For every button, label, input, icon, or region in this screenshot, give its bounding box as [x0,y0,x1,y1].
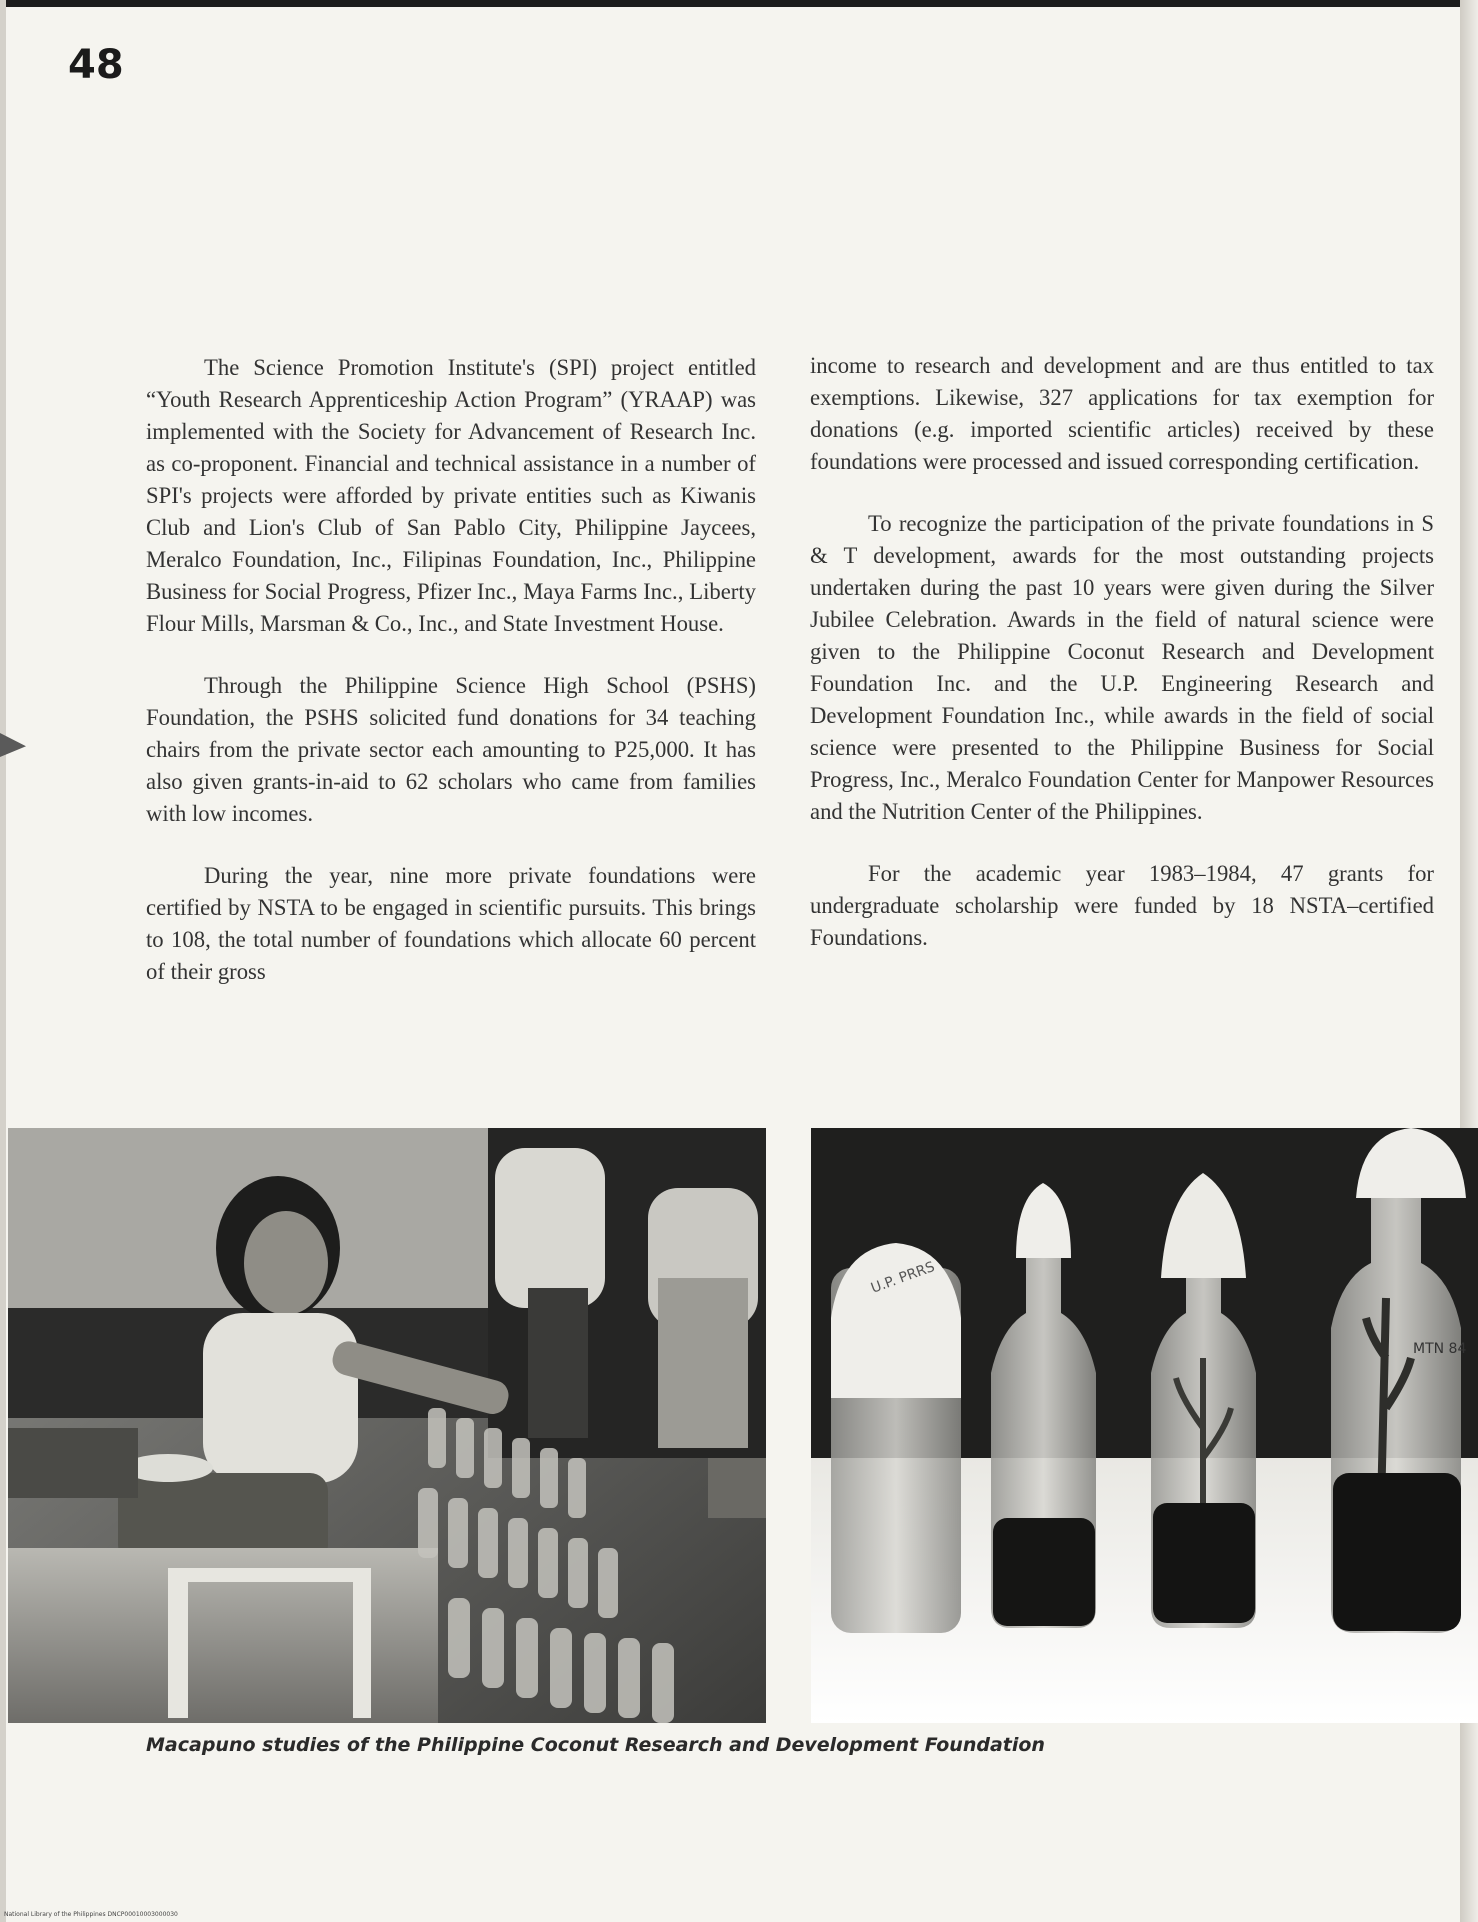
paragraph-silver-jubilee-awards: To recognize the participation of the private foundations in S & T development, awards for the most outstanding projects undertaken during the past 10 years were given during the Silver Jubilee Celebration. Awards in the field of natural science were given to the Philippine Coconut Research and Development Foundation Inc. and the U.P. Engineering Research and Development Foundation Inc., while awards in the field of social science were presented to the Philippine Business for Social Progress, Inc., Meralco Foundation Center for Manpower Resources and the Nutrition Center of the Philippines. [810,511,1434,824]
top-rule [0,0,1478,7]
page-number: 48 [68,42,124,88]
paragraph-scholarship-grants: For the academic year 1983–1984, 47 grants for undergraduate scholarship were funded by 18 NSTA–certified Foundations. [810,861,1434,950]
left-text-column [146,352,756,1018]
paragraph-pshs-foundation: Through the Philippine Science High School (PSHS) Foundation, the PSHS solicited fund donations for 34 teaching chairs from the private sector each amounting to P25,000. It has also given grants-in-aid to 62 scholars who came from families with low incomes. [146,673,756,826]
bottle-label-2: MTN 84 [1413,1341,1467,1357]
footer-archive-note: National Library of the Philippines DNCP00010003000030 [4,1911,178,1918]
page-left-edge [0,0,6,1922]
photo-lab-worker-bottles [8,1128,766,1723]
photo-culture-bottles [811,1128,1478,1723]
paragraph-private-foundations: During the year, nine more private foundations were certified by NSTA to be engaged in scientific pursuits. This brings to 108, the total number of foundations which allocate 60 percent of their gross [146,863,756,984]
bottle-label-1: U.P. PRRS [868,1258,938,1297]
right-text-column [810,350,1434,984]
paragraph-spi-project: The Science Promotion Institute's (SPI) project entitled “Youth Research Apprenticeship Action Program” (YRAAP) was implemented with the Society for Advancement of Research Inc. as co-proponent. Financial and technical assistance in a number of SPI's projects were afforded by private entities such as Kiwanis Club and Lion's Club of San Pablo City, Philippine Jaycees, Meralco Foundation, Inc., Filipinas Foundation, Inc., Philippine Business for Social Progress, Pfizer Inc., Maya Farms Inc., Liberty Flour Mills, Marsman & Co., Inc., and State Investment House. [146,355,756,636]
photo-caption: Macapuno studies of the Philippine Coconut Research and Development Foundation [146,1734,1045,1756]
paragraph-tax-exemptions: income to research and development and are thus entitled to tax exemptions. Likewise, 327 applications for tax exemption for donations (e.g. imported scientific articles) received by these foundations were processed and issued corresponding certification. [810,353,1434,474]
bookmark-tab-icon [0,733,26,757]
